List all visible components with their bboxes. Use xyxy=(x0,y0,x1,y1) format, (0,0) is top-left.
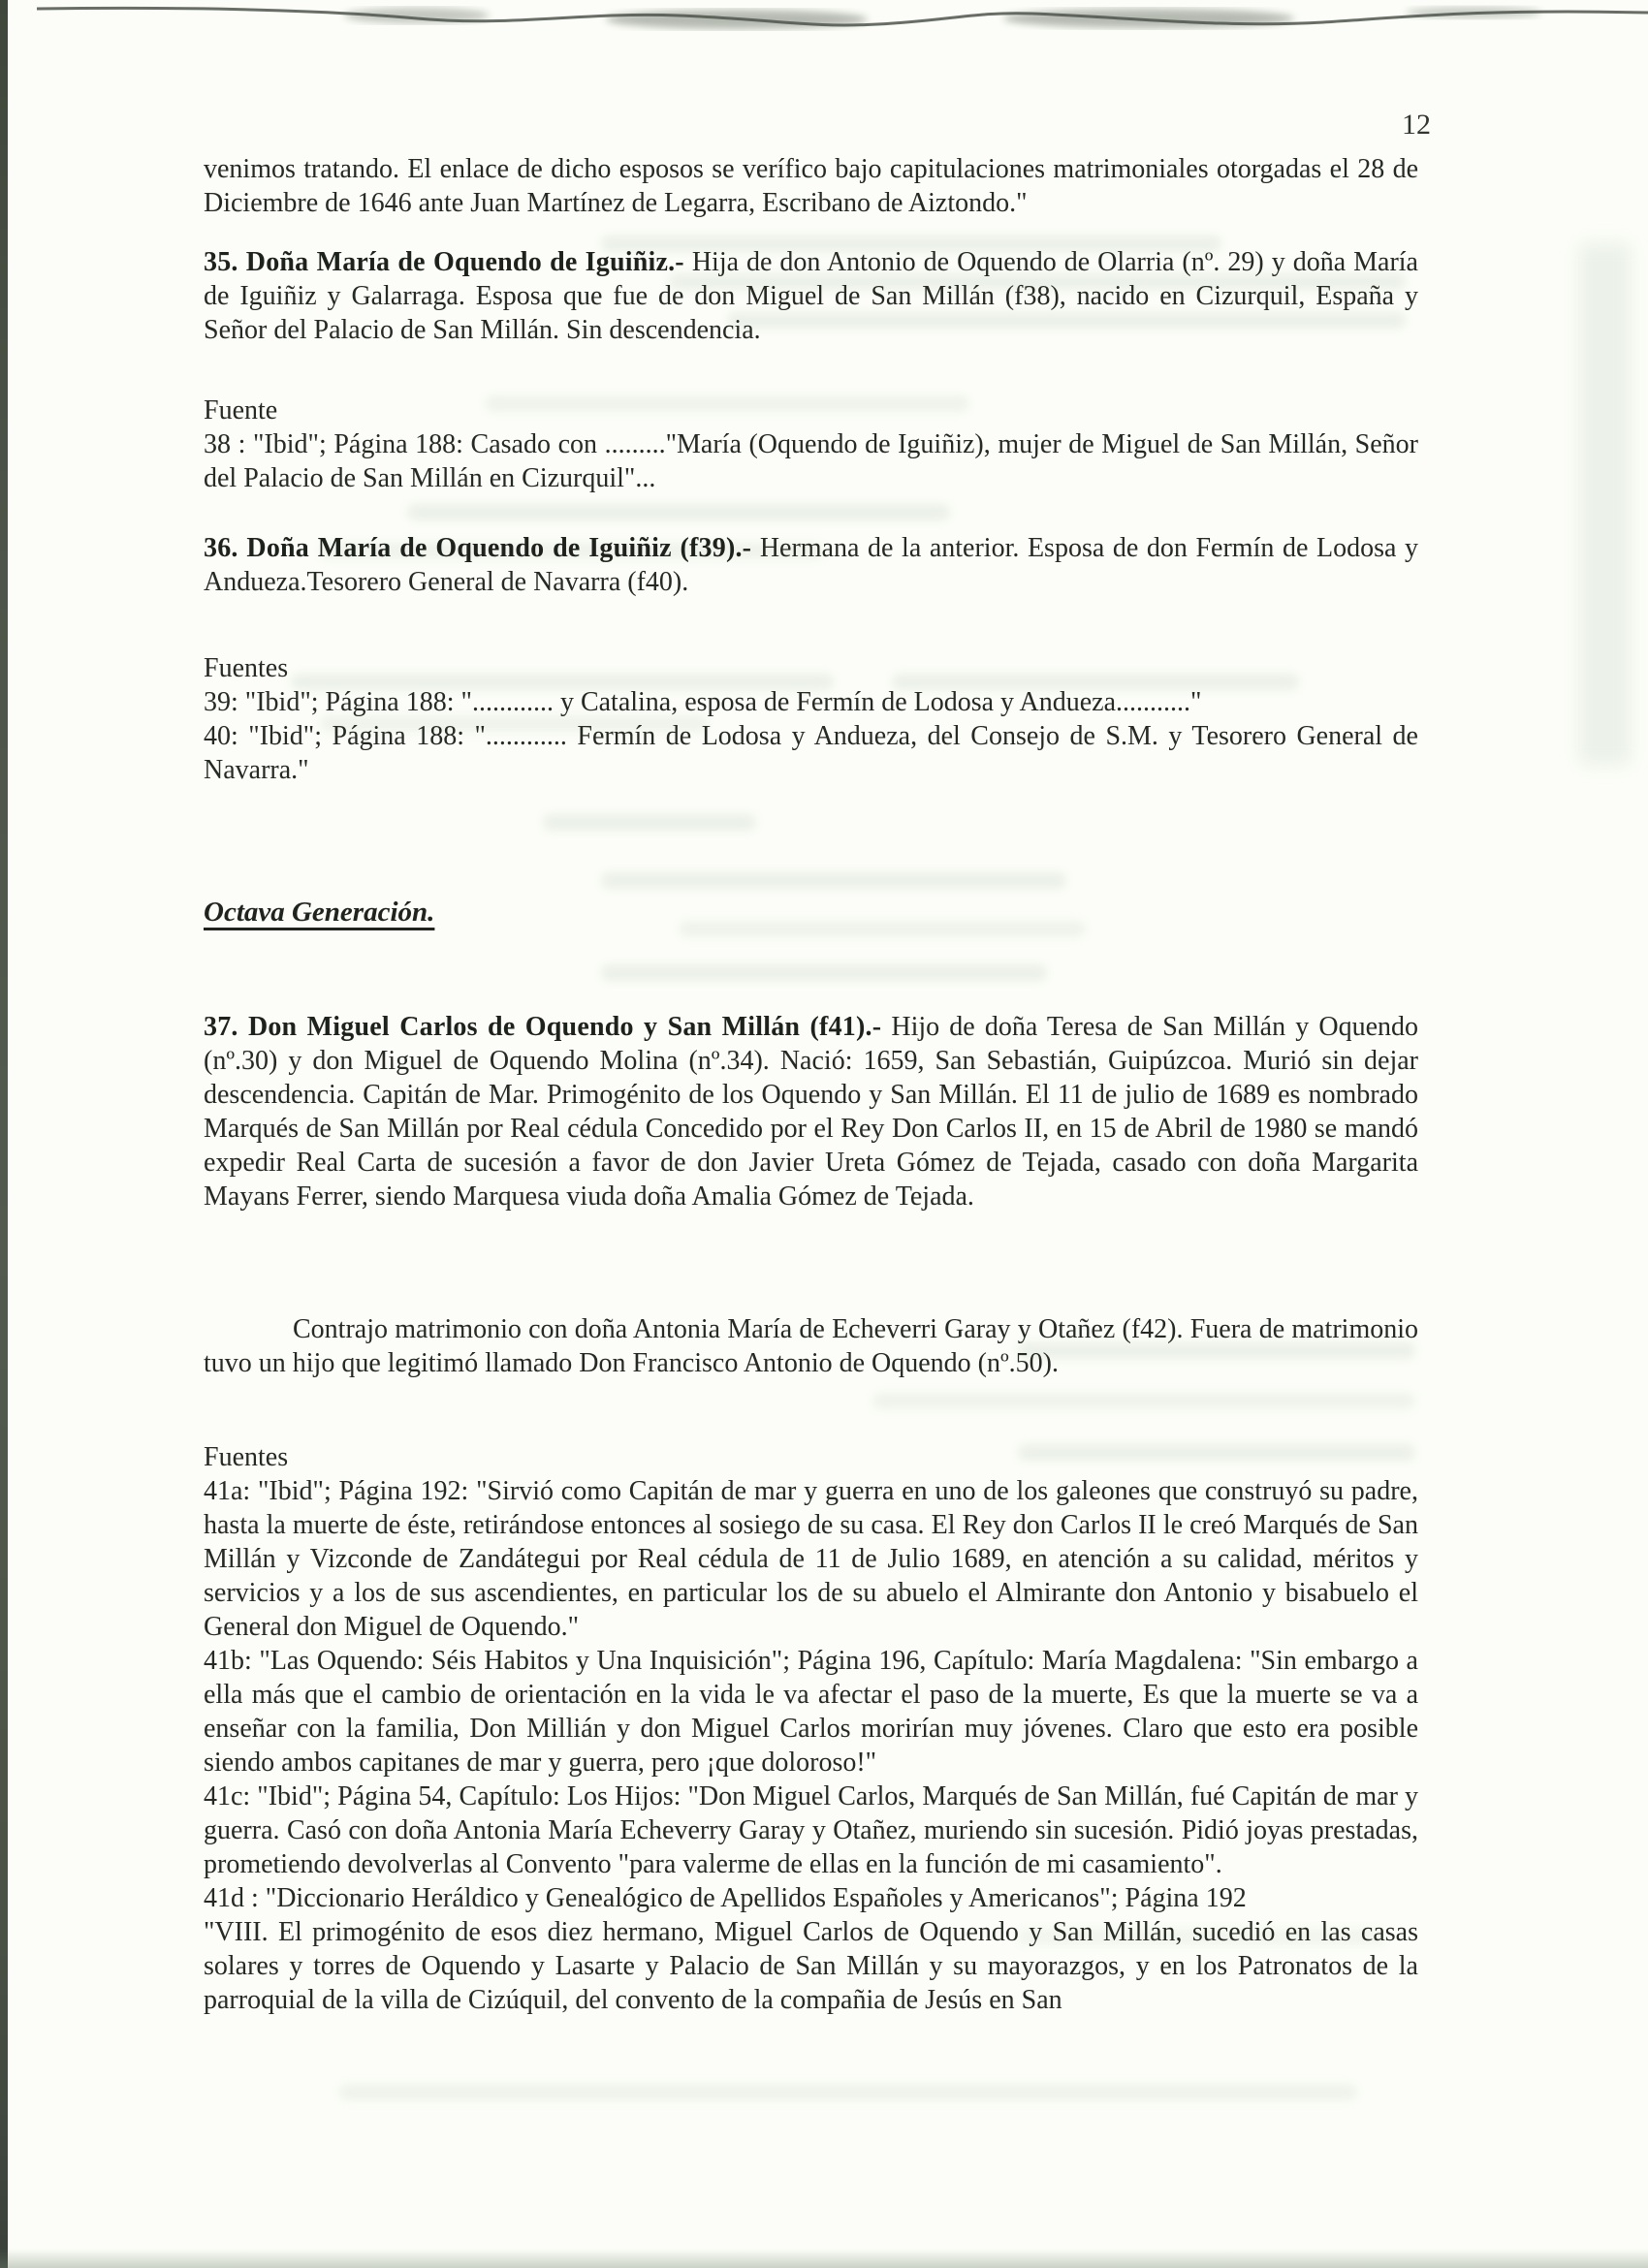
genealogy-entry-35 xyxy=(204,245,1418,347)
source-item-41c: 41c: "Ibid"; Página 54, Capítulo: Los Hijos: "Don Miguel Carlos, Marqués de San Millán, fué Capitán de mar y guerra. Casó con doña Antonia María Echeverry Garay y Otañez, muriendo sin sucesión. Pidió joyas prestadas, prometiendo devolverlas al Convento "para valerme de ellas en la función de mi casamiento". xyxy=(204,1781,1418,1879)
genealogy-entry-36 xyxy=(204,531,1418,599)
source-item-41b: 41b: "Las Oquendo: Séis Habitos y Una Inquisición"; Página 196, Capítulo: María Magdalena: "Sin embargo a ella más que el cambio de orientación en la vida le va afectar el paso de la muerte, Es que la muerte se va a enseñar con la familia, Don Millián y don Miguel Carlos morirían muy jóvenes. Claro que esto era posible siendo ambos capitanes de mar y guerra, pero ¡que doloroso!" xyxy=(204,1646,1418,1778)
entry-37-text: Hijo de doña Teresa de San Millán y Oquendo (nº.30) y don Miguel de Oquendo Molina (nº.34). Nació: 1659, San Sebastián, Guipúzcoa. Murió sin dejar descendencia. Capitán de Mar. Primogénito de los Oquendo y San Millán. El 11 de julio de 1689 es nombrado Marqués de San Millán por Real cédula Concedido por el Rey Don Carlos II, en 15 de Abril de 1980 se mandó expedir Real Carta de sucesión a favor de don Javier Ureta Gómez de Tejada, casado con doña Margarita Mayans Ferrer, siendo Marquesa viuda doña Amalia Gómez de Tejada. xyxy=(204,1012,1418,1212)
entry-36-heading: 36. Doña María de Oquendo de Iguiñiz (f39).- xyxy=(204,533,752,563)
entry-35-text: Hija de don Antonio de Oquendo de Olarria (nº. 29) y doña María de Iguiñiz y Galarraga. Esposa que fue de don Miguel de San Millán (f38), nacido en Cizurquil, España y Señor del Palacio de San Millán. Sin descendencia. xyxy=(204,247,1418,345)
document-body xyxy=(204,0,1418,2268)
paragraph-continued-from-previous-page: venimos tratando. El enlace de dicho esposos se verífico bajo capitulaciones matrimoniales otorgadas el 28 de Diciembre de 1646 ante Juan Martínez de Legarra, Escribano de Aiztondo." xyxy=(204,154,1418,218)
entry-37-heading: 37. Don Miguel Carlos de Oquendo y San Millán (f41).- xyxy=(204,1012,882,1042)
source-item-41d: 41d : "Diccionario Heráldico y Genealógico de Apellidos Españoles y Americanos"; Página 192 xyxy=(204,1883,1247,1913)
section-heading-octava-generacion: Octava Generación. xyxy=(204,897,435,928)
bleed-through-artifact xyxy=(1578,242,1632,766)
source-label-fuentes: Fuentes xyxy=(204,653,289,683)
entry-35-heading: 35. Doña María de Oquendo de Iguiñiz.- xyxy=(204,247,684,277)
genealogy-entry-37 xyxy=(204,1010,1418,1213)
source-item-38: 38 : "Ibid"; Página 188: Casado con ........."María (Oquendo de Iguiñiz), mujer de Miguel de San Millán, Señor del Palacio de San Millán en Cizurquil"... xyxy=(204,429,1418,493)
source-item-41d-quote: "VIII. El primogénito de esos diez hermano, Miguel Carlos de Oquendo y San Millán, sucedió en las casas solares y torres de Oquendo y Lasarte y Palacio de San Millán y su mayorazgos, y en los Patronatos de la parroquial de la villa de Cizúquil, del convento de la compañia de Jesús en San xyxy=(204,1917,1418,2015)
source-item-40: 40: "Ibid"; Página 188: "............ Fermín de Lodosa y Andueza, del Consejo de S.M. y Tesorero General de Navarra." xyxy=(204,721,1418,785)
scan-left-edge-artifact xyxy=(0,0,8,2268)
entry-37-marriage-paragraph: Contrajo matrimonio con doña Antonia María de Echeverri Garay y Otañez (f42). Fuera de matrimonio tuvo un hijo que legitimó llamado Don Francisco Antonio de Oquendo (nº.50). xyxy=(204,1314,1418,1378)
source-label-fuentes-41: Fuentes xyxy=(204,1442,289,1472)
source-item-39: 39: "Ibid"; Página 188: "............ y Catalina, esposa de Fermín de Lodosa y Andueza..........." xyxy=(204,687,1202,717)
page-number: 12 xyxy=(1402,109,1431,141)
entry-36-text: Hermana de la anterior. Esposa de don Fermín de Lodosa y Andueza.Tesorero General de Navarra (f40). xyxy=(204,533,1418,597)
source-item-41a: 41a: "Ibid"; Página 192: "Sirvió como Capitán de mar y guerra en uno de los galeones que construyó su padre, hasta la muerte de éste, retirándose entonces al sosiego de su casa. El Rey don Carlos II le creó Marqués de San Millán y Vizconde de Zandátegui por Real cédula de 11 de Julio 1689, en atención a su calidad, méritos y servicios y a los de sus ascendientes, en particular los de su abuelo el Almirante don Antonio y bisabuelo el General don Miguel de Oquendo." xyxy=(204,1476,1418,1642)
source-label-fuente: Fuente xyxy=(204,395,278,425)
